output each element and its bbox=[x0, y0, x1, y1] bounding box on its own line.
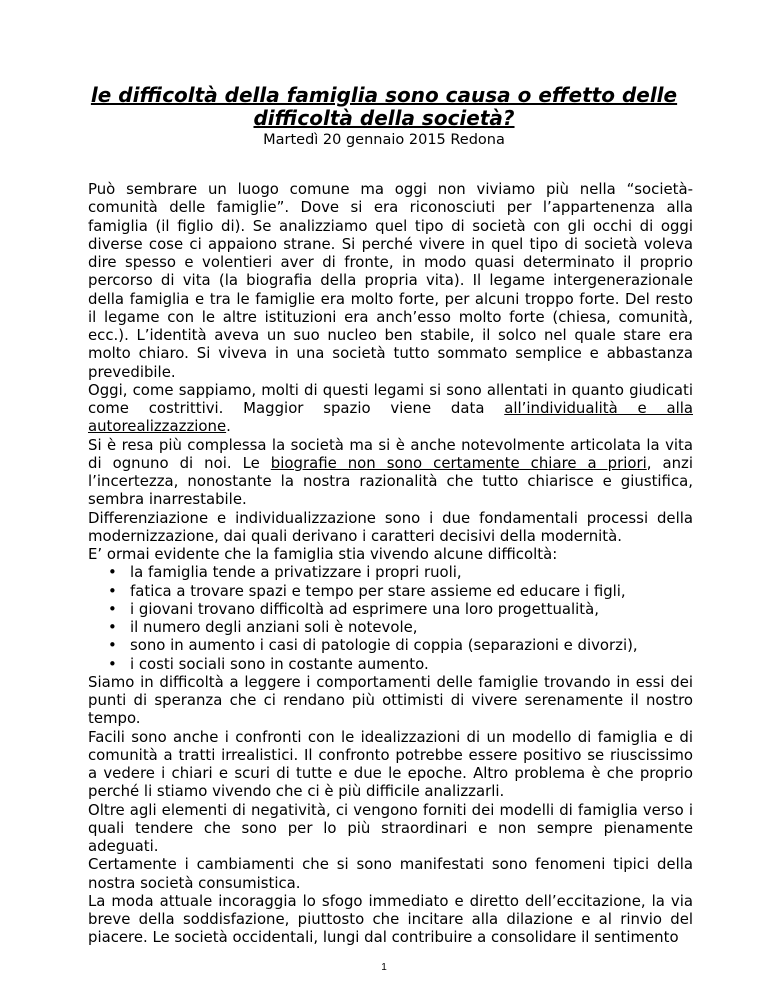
list-item: • sono in aumento i casi di patologie di coppia (separazioni e divorzi), bbox=[130, 636, 693, 654]
paragraph-7: Facili sono anche i confronti con le idealizzazioni di un modello di famiglia e di comunità a tratti irrealistici. Il confronto potrebbe essere positivo se riuscissimo a vedere i chiari e scuri di tutte e due le epoche. Altro problema è che proprio perché li stiamo vivendo che ci è più difficile analizzarli. bbox=[88, 727, 693, 801]
paragraph-10: La moda attuale incoraggia lo sfogo immediato e diretto dell’eccitazione, la via breve della soddisfazione, piuttosto che incitare alla dilazione e al rinvio del piacere. Le società occidentali, lungi dal contribuire a consolidare il sentimento bbox=[88, 891, 693, 947]
paragraph-2-underlined-text: all’individualità e alla autorealizzazzione bbox=[88, 399, 693, 436]
paragraph-3-underlined-text: biografie non sono certamente chiare a priori bbox=[270, 453, 647, 472]
paragraph-6: Siamo in difficoltà a leggere i comportamenti delle famiglie trovando in essi dei punti di speranza che ci rendano più ottimisti di vivere serenamente il nostro tempo. bbox=[88, 672, 693, 728]
paragraph-2-text-end: . bbox=[226, 417, 231, 436]
list-item: • fatica a trovare spazi e tempo per stare assieme ed educare i figli, bbox=[130, 582, 693, 600]
paragraph-3-text-start: Si è resa più complessa la società ma si è anche notevolmente articolata la vita di ognuno di noi. Le bbox=[88, 435, 693, 472]
paragraph-2-text-start: Oggi, come sappiamo, molti di questi legami si sono allentati in quanto giudicati come costrittivi. Maggior spazio viene data bbox=[88, 380, 693, 417]
paragraph-9: Certamente i cambiamenti che si sono manifestati sono fenomeni tipici della nostra società consumistica. bbox=[88, 855, 693, 892]
paragraph-3-text-end: , anzi l’incertezza, nonostante la nostra razionalità che tutto chiarisce e giustifica, sembra inarrestabile. bbox=[88, 453, 694, 509]
document-title: le difficoltà della famiglia sono causa o effetto delle difficoltà della società? bbox=[90, 83, 678, 130]
paragraph-1: Può sembrare un luogo comune ma oggi non viviamo più nella “società-comunità delle famiglie”. Dove si era riconosciuti per l’appartenenza alla famiglia (il figlio di). Se analizziamo quel tipo di società con gli occhi di oggi diverse cose ci appaiono strane. Si perché vivere in quel tipo di società voleva dire spesso e volentieri aver di fronte, in modo quasi determinato il proprio percorso di vita (la biografia della propria vita). Il legame intergenerazionale della famiglia e tra le famiglie era molto forte, per alcuni troppo forte. Del resto il legame con le altre istituzioni era anch’esso molto forte (chiesa, comunità, ecc.). L’identità aveva un suo nucleo ben stabile, il solco nel quale stare era molto chiaro. Si viveva in una società tutto sommato semplice e abbastanza prevedibile. bbox=[88, 180, 693, 381]
document-subtitle: Martedì 20 gennaio 2015 Redona bbox=[263, 132, 505, 148]
list-item: • il numero degli anziani soli è notevole, bbox=[130, 618, 693, 636]
paragraph-8: Oltre agli elementi di negatività, ci vengono forniti dei modelli di famiglia verso i quali tendere che sono per lo più straordinari e non sempre pienamente adeguati. bbox=[88, 800, 693, 855]
list-item: • la famiglia tende a privatizzare i propri ruoli, bbox=[130, 563, 693, 581]
list-item: • i giovani trovano difficoltà ad esprimere una loro progettualità, bbox=[130, 600, 693, 618]
paragraph-5: E’ ormai evidente che la famiglia stia vivendo alcune difficoltà: bbox=[88, 545, 558, 563]
page-number: 1 bbox=[381, 962, 387, 973]
paragraph-2 bbox=[88, 381, 693, 436]
paragraph-4: Differenziazione e individualizzazione sono i due fondamentali processi della modernizzazione, dai quali derivano i caratteri decisivi della modernità. bbox=[88, 508, 693, 545]
difficulties-list bbox=[88, 563, 693, 673]
paragraph-3 bbox=[88, 436, 693, 509]
document-body bbox=[88, 180, 693, 947]
list-item: • i costi sociali sono in costante aumento. bbox=[130, 655, 693, 673]
